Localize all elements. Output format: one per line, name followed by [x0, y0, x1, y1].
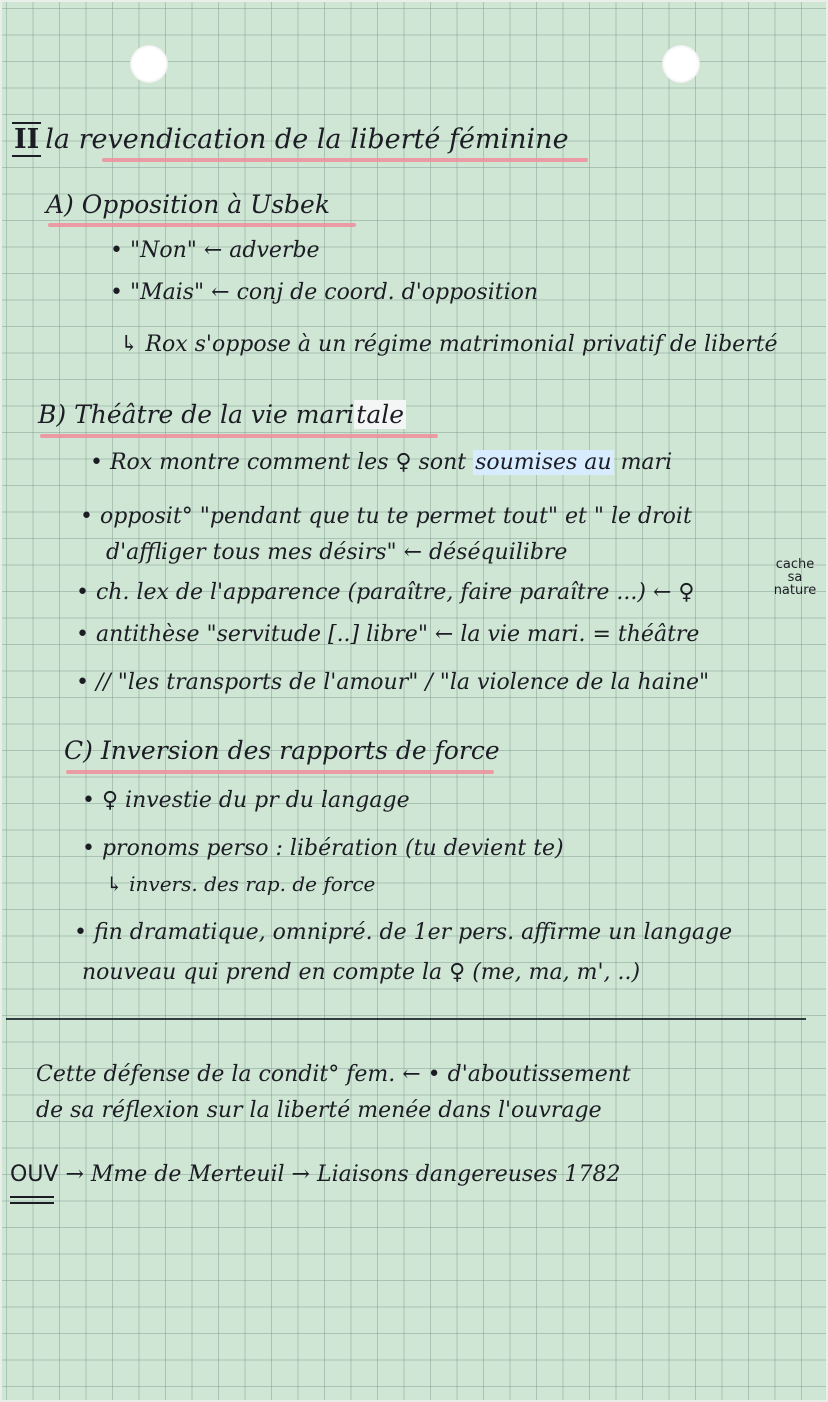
section-a-title: A) Opposition à Usbek	[46, 190, 330, 219]
section-c-item-2: • pronoms perso : libération (tu devient te)	[82, 836, 564, 861]
section-c-title: C) Inversion des rapports de force	[64, 736, 500, 765]
main-heading	[12, 122, 569, 157]
conclusion-line-1: Cette défense de la condit° fem. ← • d'aboutissement	[36, 1062, 631, 1087]
section-b-item-4: • antithèse "servitude [..] libre" ← la vie mari. = théâtre	[76, 622, 700, 647]
section-b-item-2-cont: d'affliger tous mes désirs" ← déséquilibre	[106, 540, 568, 565]
section-c-item-3: • fin dramatique, omnipré. de 1er pers. affirme un langage	[74, 920, 733, 945]
section-a-item-1: • "Non" ← adverbe	[110, 238, 320, 263]
section-c-item-3-cont: nouveau qui prend en compte la ♀ (me, ma, m', ..)	[82, 960, 641, 985]
ouverture-underline-1	[10, 1196, 54, 1198]
heading-roman-numeral: II	[14, 124, 40, 155]
section-b-item-1	[90, 450, 672, 475]
note-line-3: nature	[773, 583, 817, 598]
section-b-item-5: • // "les transports de l'amour" / "la violence de la haine"	[76, 670, 710, 695]
section-a-conclusion: ↳ Rox s'oppose à un régime matrimonial privatif de liberté	[120, 332, 778, 357]
section-b-item-3-note	[764, 558, 826, 597]
section-b-title-main: B) Théâtre de la vie mari	[38, 400, 355, 429]
note-line-2: sa	[787, 570, 803, 585]
section-a-item-2: • "Mais" ← conj de coord. d'opposition	[110, 280, 539, 305]
heading-highlight	[102, 158, 588, 162]
section-b-item-1-text: • Rox montre comment les ♀ sont	[90, 450, 474, 475]
section-b-title-highlight: tale	[356, 400, 405, 429]
section-separator	[6, 1018, 806, 1020]
section-b-item-3: • ch. lex de l'apparence (paraître, faire paraître ...) ← ♀	[76, 580, 695, 605]
section-c-highlight	[66, 770, 494, 774]
section-b-highlight	[40, 434, 438, 438]
section-b-title	[38, 400, 406, 429]
section-b-item-1-end: mari	[613, 450, 673, 475]
note-line-1: cache	[775, 557, 815, 572]
section-c-item-2-cont: ↳ invers. des rap. de force	[106, 872, 376, 896]
punch-hole-left	[130, 45, 168, 83]
punch-hole-right	[662, 45, 700, 83]
ouverture-text: → Mme de Merteuil → Liaisons dangereuses 1782	[65, 1162, 621, 1187]
section-b-item-1-highlight: soumises au	[475, 450, 612, 475]
section-c-item-1: • ♀ investie du pr du langage	[82, 788, 410, 813]
conclusion-line-2: de sa réflexion sur la liberté menée dans l'ouvrage	[36, 1098, 602, 1123]
heading-title: la revendication de la liberté féminine	[45, 124, 569, 155]
ouverture-underline-2	[10, 1202, 54, 1204]
ouverture-line	[10, 1162, 621, 1187]
section-b-item-2: • opposit° "pendant que tu te permet tout" et " le droit	[80, 504, 692, 529]
ouverture-label: OUV	[10, 1162, 59, 1187]
section-a-highlight	[48, 223, 356, 227]
